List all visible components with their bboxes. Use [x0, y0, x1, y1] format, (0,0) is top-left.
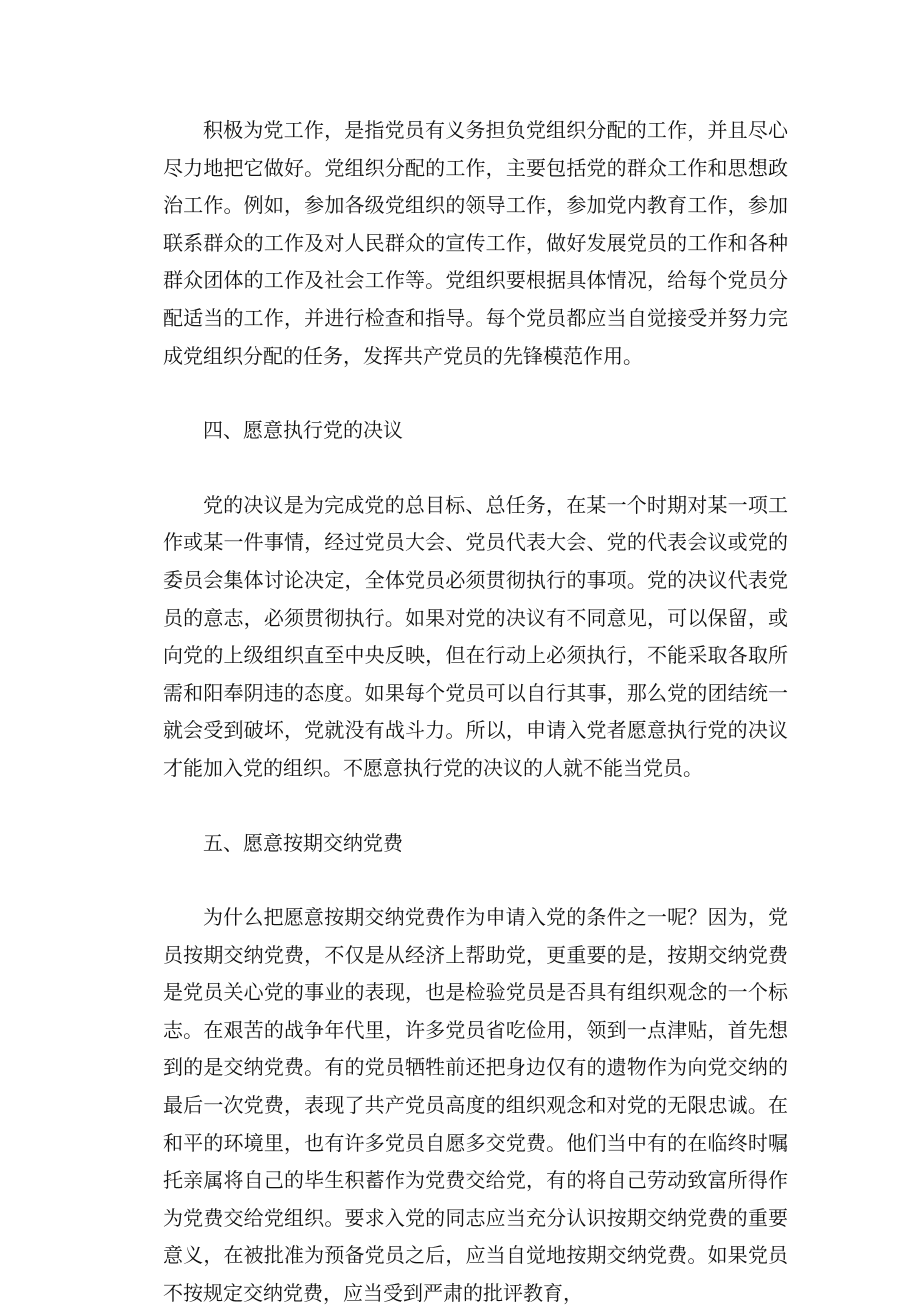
- paragraph-party-dues: 为什么把愿意按期交纳党费作为申请入党的条件之一呢？因为，党员按期交纳党费，不仅是从经济上帮助党，更重要的是，按期交纳党费是党员关心党的事业的表现，也是检验党员是否具有组织观念的一个标志。在艰苦的战争年代里，许多党员省吃俭用，领到一点津贴，首先想到的是交纳党费。有的党员牺牲前还把身边仅有的遗物作为向党交纳的最后一次党费，表现了共产党员高度的组织观念和对党的无限忠诚。在和平的环境里，也有许多党员自愿多交党费。他们当中有的在临终时嘱托亲属将自己的毕生积蓄作为党费交给党，有的将自己劳动致富所得作为党费交给党组织。要求入党的同志应当充分认识按期交纳党费的重要意义，在被批准为预备党员之后，应当自觉地按期交纳党费。如果党员不按规定交纳党费，应当受到严肃的批评教育，: [163, 905, 788, 1306]
- document-body: [163, 112, 788, 1313]
- section-heading-4: 四、愿意执行党的决议: [203, 418, 403, 443]
- section-heading-5: 五、愿意按期交纳党费: [203, 830, 403, 855]
- paragraph-resolutions: 党的决议是为完成党的总目标、总任务，在某一个时期对某一项工作或某一件事情，经过党员大会、党员代表大会、党的代表会议或党的委员会集体讨论决定，全体党员必须贯彻执行的事项。党的决议代表党员的意志，必须贯彻执行。如果对党的决议有不同意见，可以保留，或向党的上级组织直至中央反映，但在行动上必须执行，不能采取各取所需和阳奉阴违的态度。如果每个党员可以自行其事，那么党的团结统一就会受到破坏，党就没有战斗力。所以，申请入党者愿意执行党的决议才能加入党的组织。不愿意执行党的决议的人就不能当党员。: [163, 492, 788, 780]
- paragraph-party-work: 积极为党工作，是指党员有义务担负党组织分配的工作，并且尽心尽力地把它做好。党组织分配的工作，主要包括党的群众工作和思想政治工作。例如，参加各级党组织的领导工作，参加党内教育工作，参加联系群众的工作及对人民群众的宣传工作，做好发展党员的工作和各种群众团体的工作及社会工作等。党组织要根据具体情况，给每个党员分配适当的工作，并进行检查和指导。每个党员都应当自觉接受并努力完成党组织分配的任务，发挥共产党员的先锋模范作用。: [163, 118, 788, 368]
